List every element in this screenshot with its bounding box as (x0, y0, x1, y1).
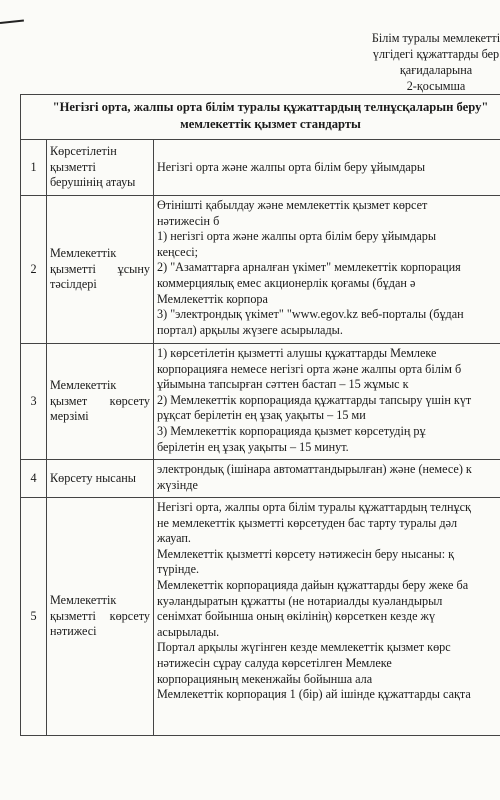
row-number: 4 (21, 460, 47, 498)
row-parameter-name: Мемлекеттік қызмет көрсету мерзімі (47, 344, 154, 460)
row-text-line: куәландыратын құжатты (не нотариалды куәландырыл (157, 593, 443, 608)
row-text-line: Мемлекеттік корпорация 1 (бір) ай ішінде құжаттарды сақта (157, 687, 471, 702)
table-row (21, 140, 500, 196)
row-parameter-name: Мемлекеттік қызметті ұсыну тәсілдері (47, 196, 154, 344)
row-text-line: корпорацияның мекенжайы бойынша ала (157, 671, 373, 686)
row-text-line: 1) негізгі орта және жалпы орта білім беру ұйымдары (157, 229, 437, 244)
row-text-line: кеңсесі; (157, 244, 199, 259)
row-text-line: 3) "электрондық үкімет" "www.egov.kz веб-порталы (бұдан (157, 307, 464, 322)
table-row (21, 344, 500, 460)
row-parameter-value (154, 498, 500, 736)
row-text-line: нәтижесін б (157, 213, 220, 228)
row-text-line: жауап. (157, 531, 191, 546)
document-title (21, 95, 500, 140)
page-edge-mark (0, 19, 24, 23)
row-text-line: Мемлекеттік қызметті көрсету нәтижесін беру нысаны: қ (157, 546, 455, 561)
row-text-line: Негізгі орта және жалпы орта білім беру ұйымдары (157, 159, 426, 174)
row-parameter-name: Көрсету нысаны (47, 460, 154, 498)
row-text-line: корпорацияға немесе негізгі орта және жалпы орта білім б (157, 361, 462, 376)
row-text-line: берілетін ең ұзақ уақыты – 15 минут. (157, 439, 349, 454)
appendix-number: 2-қосымша (406, 79, 466, 93)
document-title-line: "Негізгі орта, жалпы орта білім туралы құжаттардың телнұсқаларын беру" (52, 100, 489, 114)
appendix-header (336, 30, 500, 94)
service-standard-table (20, 94, 500, 736)
table-row (21, 196, 500, 344)
row-text-line: 1) көрсетілетін қызметті алушы құжаттарды Мемлеке (157, 346, 437, 360)
row-text-line: Негізгі орта, жалпы орта білім туралы құжаттардың телнұсқ (157, 500, 471, 514)
row-text-line: электрондық (ішінара автоматтандырылған) және (немесе) к (157, 462, 472, 476)
row-text-line: 2) "Азаматтарға арналған үкімет" мемлекеттік корпорация (157, 260, 461, 275)
row-text-line: коммерциялық емес акционерлік қоғамы (бұдан ә (157, 275, 416, 290)
row-text-line: ұйымына тапсырған сәттен бастап – 15 жұмыс к (157, 377, 409, 392)
row-parameter-value (154, 196, 500, 344)
row-parameter-value (154, 460, 500, 498)
row-text-line: 2) Мемлекеттік корпорацияда құжаттарды тапсыру үшін күт (157, 392, 472, 407)
row-text-line: асырылады. (157, 624, 220, 639)
row-number: 3 (21, 344, 47, 460)
row-text-line: Мемлекеттік корпора (157, 291, 268, 306)
row-text-line: Мемлекеттік корпорацияда дайын құжаттарды беру жеке ба (157, 577, 469, 592)
appendix-line: қағидаларына (399, 63, 473, 77)
row-text-line: нәтижесін сұрау салуда көрсетілген Мемлеке (157, 655, 392, 670)
row-number: 2 (21, 196, 47, 344)
row-parameter-name: Көрсетілетін қызметті берушінің атауы (47, 140, 154, 196)
row-text-line: портал) арқылы жүзеге асырылады. (157, 322, 343, 337)
row-text-line: түрінде. (157, 562, 200, 577)
row-text-line: 3) Мемлекеттік корпорацияда қызмет көрсетудің рұ (157, 423, 426, 438)
row-parameter-name: Мемлекеттік қызметті көрсету нәтижесі (47, 498, 154, 736)
document-title-line: мемлекеттік қызмет стандарты (180, 117, 361, 131)
appendix-line: Білім туралы мемлекетті (371, 31, 500, 45)
row-number: 5 (21, 498, 47, 736)
appendix-line: үлгідегі құжаттарды бер (372, 47, 500, 61)
table-row (21, 498, 500, 736)
row-number: 1 (21, 140, 47, 196)
row-text-line: не мемлекеттік қызметті көрсетуден бас тарту туралы дәл (157, 515, 458, 530)
table-title-row (21, 95, 500, 140)
row-text-line: сенімхат бойынша оның өкілінің) көрсеткен кезде жү (157, 609, 436, 624)
row-text-line: Өтінішті қабылдау және мемлекеттік қызмет көрсет (157, 198, 428, 212)
row-parameter-value (154, 344, 500, 460)
table-row (21, 460, 500, 498)
row-text-line: жүзінде (157, 477, 198, 492)
row-text-line: Портал арқылы жүгінген кезде мемлекеттік қызмет көрс (157, 640, 451, 655)
row-parameter-value (154, 140, 500, 196)
row-text-line: рұқсат берілетін ең ұзақ уақыты – 15 ми (157, 408, 366, 423)
